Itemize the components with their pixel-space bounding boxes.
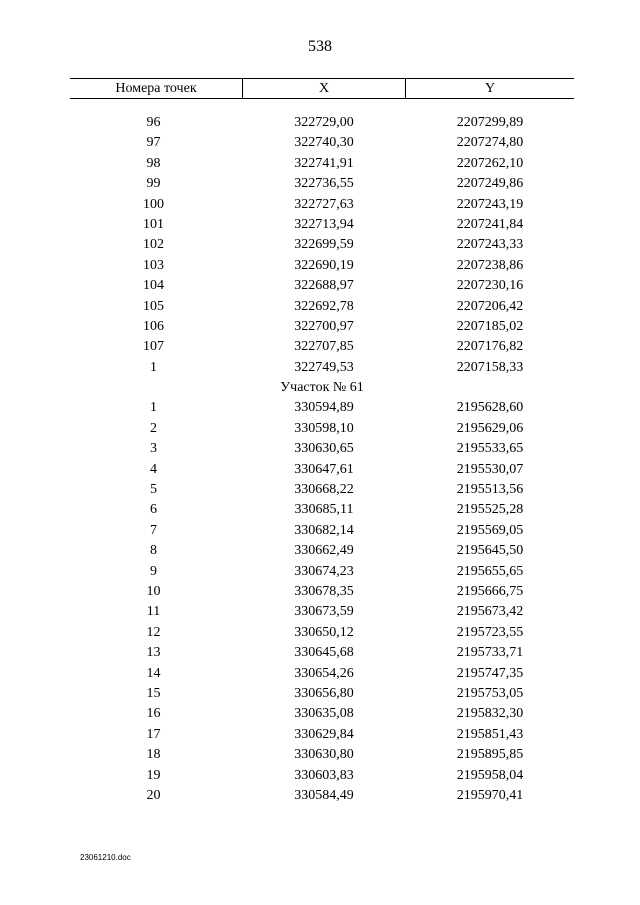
point-number	[70, 582, 242, 602]
point-number-value: 104	[143, 278, 164, 294]
point-number	[70, 113, 242, 133]
point-number	[70, 704, 242, 724]
y-coordinate: 2195533,65	[456, 441, 524, 457]
point-number	[70, 317, 242, 337]
point-number	[70, 766, 242, 786]
point-number	[70, 684, 242, 704]
point-number-value: 103	[143, 257, 164, 273]
table-row	[70, 317, 574, 337]
point-number	[70, 439, 242, 459]
x-coordinate: 330645,68	[294, 645, 354, 661]
table-row	[70, 664, 574, 684]
table-row	[70, 460, 574, 480]
point-number-value: 7	[150, 522, 157, 538]
table-row	[70, 541, 574, 561]
point-number-value: 99	[146, 176, 161, 192]
y-coordinate: 2207243,19	[456, 196, 524, 212]
table-row	[70, 337, 574, 357]
y-coordinate: 2195673,42	[456, 604, 524, 620]
table-row	[70, 704, 574, 724]
point-number	[70, 235, 242, 255]
table-row	[70, 297, 574, 317]
y-coordinate: 2195628,60	[456, 400, 524, 416]
point-number-value: 1	[150, 400, 157, 416]
y-coordinate: 2195970,41	[456, 787, 524, 803]
table-row	[70, 786, 574, 806]
x-coordinate: 330682,14	[294, 522, 354, 538]
y-coordinate: 2195958,04	[456, 767, 524, 783]
x-coordinate: 322727,63	[294, 196, 354, 212]
point-number-value: 12	[146, 624, 161, 640]
point-number	[70, 541, 242, 561]
x-coordinate: 330654,26	[294, 665, 354, 681]
table-row	[70, 582, 574, 602]
table-row	[70, 521, 574, 541]
x-coordinate: 330662,49	[294, 543, 354, 559]
y-coordinate: 2195525,28	[456, 502, 524, 518]
table-row	[70, 256, 574, 276]
point-number-value: 98	[146, 155, 161, 171]
point-number-value: 13	[146, 645, 161, 661]
point-number	[70, 215, 242, 235]
table-row	[70, 154, 574, 174]
point-number-value: 105	[143, 298, 164, 314]
y-coordinate: 2207241,84	[456, 216, 524, 232]
x-coordinate: 322729,00	[294, 115, 354, 130]
point-number-value: 106	[143, 318, 164, 334]
point-number-value: 16	[146, 706, 161, 722]
y-coordinate: 2207238,86	[456, 257, 524, 273]
y-coordinate: 2207206,42	[456, 298, 524, 314]
point-number-value: 17	[146, 726, 161, 742]
point-number-value: 100	[143, 196, 164, 212]
table-body	[70, 113, 574, 806]
x-coordinate: 322707,85	[294, 339, 354, 355]
x-coordinate: 330635,08	[294, 706, 354, 722]
x-coordinate: 330630,65	[294, 441, 354, 457]
x-coordinate: 330656,80	[294, 685, 354, 701]
x-coordinate: 330603,83	[294, 767, 354, 783]
x-coordinate: 330630,80	[294, 747, 354, 763]
y-coordinate: 2195645,50	[456, 543, 524, 559]
point-number	[70, 623, 242, 643]
table-row	[70, 439, 574, 459]
x-coordinate: 330584,49	[294, 787, 354, 803]
y-coordinate: 2207176,82	[456, 339, 524, 355]
table-row	[70, 766, 574, 786]
point-number	[70, 133, 242, 153]
footer-filename: 23061210.doc	[80, 853, 131, 862]
point-number	[70, 337, 242, 357]
point-number	[70, 664, 242, 684]
point-number-value: 20	[146, 787, 161, 803]
y-coordinate: 2207274,80	[456, 135, 524, 151]
y-coordinate: 2207243,33	[456, 237, 524, 253]
x-coordinate: 322740,30	[294, 135, 354, 151]
x-coordinate: 330674,23	[294, 563, 354, 579]
table-row	[70, 725, 574, 745]
point-number	[70, 174, 242, 194]
header-y: Y	[484, 81, 496, 96]
point-number	[70, 745, 242, 765]
x-coordinate: 330650,12	[294, 624, 354, 640]
point-number-value: 101	[143, 216, 164, 232]
x-coordinate: 322749,53	[294, 359, 354, 375]
table-row	[70, 500, 574, 520]
y-coordinate: 2207299,89	[456, 115, 524, 130]
y-coordinate: 2195629,06	[456, 420, 524, 436]
point-number-value: 4	[150, 461, 157, 477]
point-number-value: 8	[150, 543, 157, 559]
y-coordinate: 2207249,86	[456, 176, 524, 192]
point-number-value: 14	[146, 665, 161, 681]
y-coordinate: 2195513,56	[456, 482, 524, 498]
point-number-value: 6	[150, 502, 157, 518]
point-number-value: 5	[150, 482, 157, 498]
y-coordinate: 2195569,05	[456, 522, 524, 538]
x-coordinate: 322692,78	[294, 298, 354, 314]
table-row	[70, 113, 574, 133]
point-number	[70, 276, 242, 296]
section-title: Участок № 61	[280, 380, 364, 396]
table-row	[70, 235, 574, 255]
table-row	[70, 215, 574, 235]
point-number	[70, 725, 242, 745]
point-number	[70, 419, 242, 439]
x-coordinate: 322713,94	[294, 216, 354, 232]
point-number-value: 97	[146, 135, 161, 151]
x-coordinate: 330678,35	[294, 583, 354, 599]
table-row	[70, 419, 574, 439]
y-coordinate: 2195655,65	[456, 563, 524, 579]
x-coordinate: 322688,97	[294, 278, 354, 294]
table-row	[70, 480, 574, 500]
y-coordinate: 2195666,75	[456, 583, 524, 599]
table-row	[70, 276, 574, 296]
point-number	[70, 521, 242, 541]
point-number-value: 96	[146, 115, 161, 130]
x-coordinate: 322699,59	[294, 237, 354, 253]
table-row	[70, 195, 574, 215]
x-coordinate: 330647,61	[294, 461, 354, 477]
x-coordinate: 330673,59	[294, 604, 354, 620]
table-row	[70, 623, 574, 643]
header-x: X	[242, 79, 406, 98]
y-coordinate: 2195530,07	[456, 461, 524, 477]
y-coordinate: 2207185,02	[456, 318, 524, 334]
page-number: 538	[308, 38, 332, 55]
table-row	[70, 133, 574, 153]
y-coordinate: 2207230,16	[456, 278, 524, 294]
point-number-value: 11	[146, 604, 161, 620]
point-number-value: 18	[146, 747, 161, 763]
table-header	[70, 78, 574, 99]
x-coordinate: 322741,91	[294, 155, 354, 171]
point-number	[70, 643, 242, 663]
point-number	[70, 256, 242, 276]
table-row	[70, 684, 574, 704]
point-number	[70, 398, 242, 418]
point-number-value: 9	[150, 563, 157, 579]
x-coordinate: 330598,10	[294, 420, 354, 436]
point-number-value: 3	[150, 441, 157, 457]
point-number-value: 1	[150, 359, 157, 375]
point-number-value: 19	[146, 767, 161, 783]
point-number-value: 15	[146, 685, 161, 701]
y-coordinate: 2195723,55	[456, 624, 524, 640]
point-number	[70, 480, 242, 500]
table-row	[70, 398, 574, 418]
point-number	[70, 460, 242, 480]
table-row	[70, 745, 574, 765]
table-row	[70, 602, 574, 622]
table-row	[70, 174, 574, 194]
y-coordinate: 2195895,85	[456, 747, 524, 763]
x-coordinate: 330668,22	[294, 482, 354, 498]
x-coordinate: 330629,84	[294, 726, 354, 742]
header-point-numbers: Номера точек	[115, 81, 197, 96]
point-number	[70, 154, 242, 174]
x-coordinate: 330685,11	[294, 502, 354, 518]
y-coordinate: 2195733,71	[456, 645, 524, 661]
y-coordinate: 2207262,10	[456, 155, 524, 171]
table-row	[70, 358, 574, 378]
point-number	[70, 358, 242, 378]
point-number-value: 10	[146, 583, 161, 599]
point-number	[70, 602, 242, 622]
y-coordinate: 2195747,35	[456, 665, 524, 681]
point-number	[70, 562, 242, 582]
point-number-value: 102	[143, 237, 164, 253]
table-row	[70, 643, 574, 663]
y-coordinate: 2195753,05	[456, 685, 524, 701]
table-row	[70, 562, 574, 582]
y-coordinate: 2207158,33	[456, 359, 524, 375]
x-coordinate: 322736,55	[294, 176, 354, 192]
point-number-value: 107	[143, 339, 164, 355]
x-coordinate: 330594,89	[294, 400, 354, 416]
point-number	[70, 297, 242, 317]
x-coordinate: 322690,19	[294, 257, 354, 273]
point-number	[70, 786, 242, 806]
point-number	[70, 500, 242, 520]
point-number-value: 2	[150, 420, 157, 436]
point-number	[70, 195, 242, 215]
y-coordinate: 2195832,30	[456, 706, 524, 722]
y-coordinate: 2195851,43	[456, 726, 524, 742]
x-coordinate: 322700,97	[294, 318, 354, 334]
